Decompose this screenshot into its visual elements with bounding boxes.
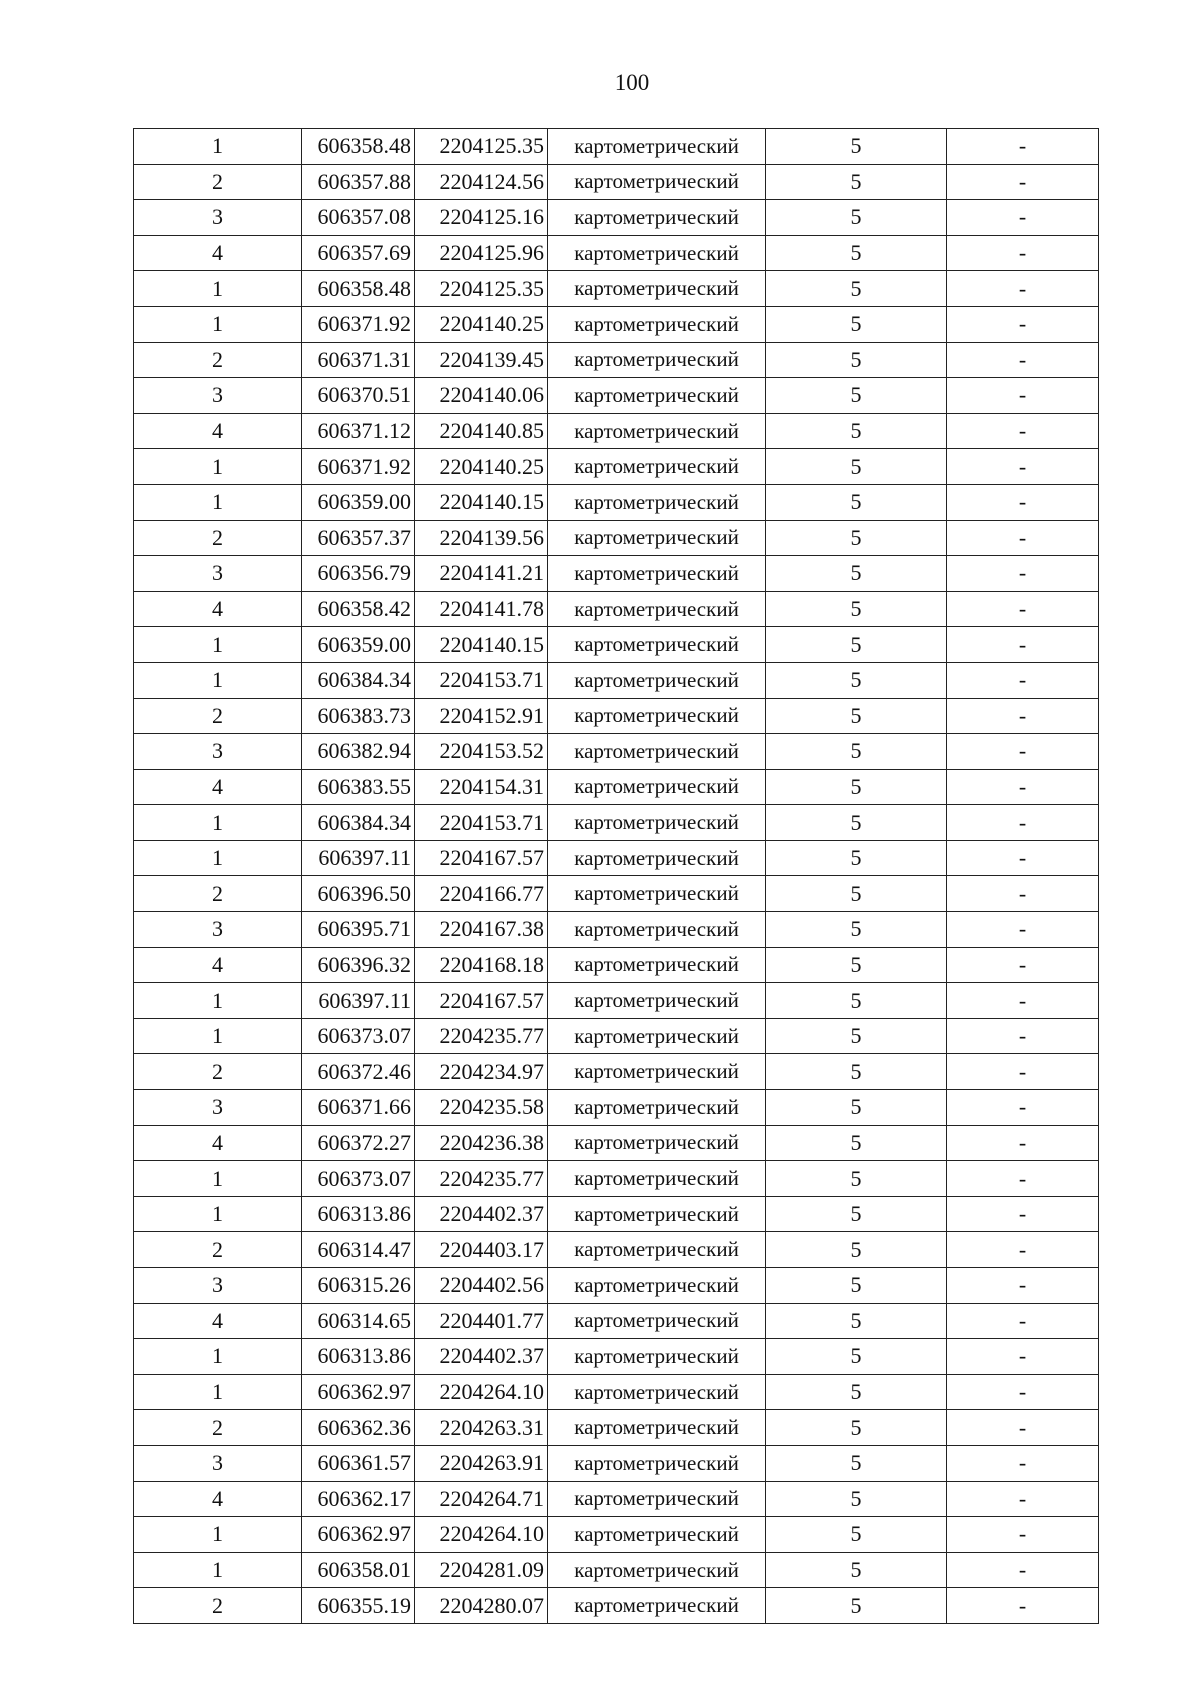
x-coordinate-cell: 606314.47: [302, 1232, 415, 1268]
description-cell: -: [947, 449, 1099, 485]
y-coordinate-cell: 2204153.52: [415, 734, 548, 770]
y-coordinate-cell: 2204263.31: [415, 1410, 548, 1446]
accuracy-cell: 5: [766, 235, 947, 271]
description-cell: -: [947, 1374, 1099, 1410]
y-coordinate-cell: 2204264.10: [415, 1517, 548, 1553]
table-row: [134, 164, 1099, 200]
y-coordinate-cell: 2204154.31: [415, 769, 548, 805]
point-number-cell: 4: [134, 1125, 302, 1161]
x-coordinate-cell: 606362.97: [302, 1517, 415, 1553]
x-coordinate-cell: 606358.48: [302, 271, 415, 307]
y-coordinate-cell: 2204140.25: [415, 306, 548, 342]
accuracy-cell: 5: [766, 1303, 947, 1339]
table-row: [134, 449, 1099, 485]
description-cell: -: [947, 662, 1099, 698]
y-coordinate-cell: 2204234.97: [415, 1054, 548, 1090]
x-coordinate-cell: 606395.71: [302, 912, 415, 948]
description-cell: -: [947, 1552, 1099, 1588]
accuracy-cell: 5: [766, 876, 947, 912]
table-row: [134, 1161, 1099, 1197]
x-coordinate-cell: 606315.26: [302, 1268, 415, 1304]
description-cell: -: [947, 520, 1099, 556]
accuracy-cell: 5: [766, 378, 947, 414]
point-number-cell: 2: [134, 520, 302, 556]
y-coordinate-cell: 2204166.77: [415, 876, 548, 912]
method-cell: картометрический: [548, 1374, 766, 1410]
point-number-cell: 1: [134, 662, 302, 698]
y-coordinate-cell: 2204167.57: [415, 983, 548, 1019]
point-number-cell: 2: [134, 1232, 302, 1268]
y-coordinate-cell: 2204281.09: [415, 1552, 548, 1588]
description-cell: -: [947, 1517, 1099, 1553]
point-number-cell: 1: [134, 627, 302, 663]
method-cell: картометрический: [548, 413, 766, 449]
accuracy-cell: 5: [766, 1232, 947, 1268]
x-coordinate-cell: 606370.51: [302, 378, 415, 414]
method-cell: картометрический: [548, 1481, 766, 1517]
table-row: [134, 1054, 1099, 1090]
method-cell: картометрический: [548, 769, 766, 805]
y-coordinate-cell: 2204140.85: [415, 413, 548, 449]
x-coordinate-cell: 606358.01: [302, 1552, 415, 1588]
description-cell: -: [947, 1090, 1099, 1126]
table-row: [134, 1232, 1099, 1268]
y-coordinate-cell: 2204140.06: [415, 378, 548, 414]
accuracy-cell: 5: [766, 1268, 947, 1304]
y-coordinate-cell: 2204139.56: [415, 520, 548, 556]
y-coordinate-cell: 2204140.15: [415, 627, 548, 663]
y-coordinate-cell: 2204139.45: [415, 342, 548, 378]
x-coordinate-cell: 606371.92: [302, 306, 415, 342]
table-row: [134, 1018, 1099, 1054]
description-cell: -: [947, 1588, 1099, 1624]
table-row: [134, 805, 1099, 841]
x-coordinate-cell: 606371.66: [302, 1090, 415, 1126]
accuracy-cell: 5: [766, 1196, 947, 1232]
accuracy-cell: 5: [766, 306, 947, 342]
table-row: [134, 413, 1099, 449]
description-cell: -: [947, 200, 1099, 236]
point-number-cell: 2: [134, 876, 302, 912]
table-row: [134, 378, 1099, 414]
description-cell: -: [947, 1161, 1099, 1197]
table-row: [134, 1303, 1099, 1339]
description-cell: -: [947, 164, 1099, 200]
point-number-cell: 3: [134, 378, 302, 414]
accuracy-cell: 5: [766, 129, 947, 165]
method-cell: картометрический: [548, 1410, 766, 1446]
x-coordinate-cell: 606314.65: [302, 1303, 415, 1339]
accuracy-cell: 5: [766, 698, 947, 734]
table-row: [134, 769, 1099, 805]
table-row: [134, 734, 1099, 770]
y-coordinate-cell: 2204167.38: [415, 912, 548, 948]
accuracy-cell: 5: [766, 627, 947, 663]
description-cell: -: [947, 769, 1099, 805]
y-coordinate-cell: 2204153.71: [415, 805, 548, 841]
point-number-cell: 1: [134, 129, 302, 165]
x-coordinate-cell: 606372.27: [302, 1125, 415, 1161]
accuracy-cell: 5: [766, 662, 947, 698]
method-cell: картометрический: [548, 876, 766, 912]
y-coordinate-cell: 2204125.96: [415, 235, 548, 271]
accuracy-cell: 5: [766, 1339, 947, 1375]
method-cell: картометрический: [548, 1339, 766, 1375]
description-cell: -: [947, 805, 1099, 841]
table-row: [134, 1374, 1099, 1410]
x-coordinate-cell: 606373.07: [302, 1018, 415, 1054]
method-cell: картометрический: [548, 1552, 766, 1588]
table-row: [134, 1410, 1099, 1446]
y-coordinate-cell: 2204263.91: [415, 1445, 548, 1481]
table-row: [134, 342, 1099, 378]
accuracy-cell: 5: [766, 1090, 947, 1126]
point-number-cell: 4: [134, 1481, 302, 1517]
method-cell: картометрический: [548, 1196, 766, 1232]
method-cell: картометрический: [548, 805, 766, 841]
method-cell: картометрический: [548, 484, 766, 520]
table-row: [134, 947, 1099, 983]
method-cell: картометрический: [548, 627, 766, 663]
description-cell: -: [947, 306, 1099, 342]
method-cell: картометрический: [548, 449, 766, 485]
method-cell: картометрический: [548, 1090, 766, 1126]
accuracy-cell: 5: [766, 912, 947, 948]
method-cell: картометрический: [548, 1161, 766, 1197]
method-cell: картометрический: [548, 164, 766, 200]
description-cell: -: [947, 1196, 1099, 1232]
accuracy-cell: 5: [766, 449, 947, 485]
method-cell: картометрический: [548, 912, 766, 948]
x-coordinate-cell: 606357.88: [302, 164, 415, 200]
point-number-cell: 3: [134, 556, 302, 592]
accuracy-cell: 5: [766, 1481, 947, 1517]
method-cell: картометрический: [548, 1232, 766, 1268]
table-row: [134, 698, 1099, 734]
point-number-cell: 1: [134, 1196, 302, 1232]
table-row: [134, 556, 1099, 592]
y-coordinate-cell: 2204280.07: [415, 1588, 548, 1624]
description-cell: -: [947, 1410, 1099, 1446]
accuracy-cell: 5: [766, 484, 947, 520]
method-cell: картометрический: [548, 840, 766, 876]
point-number-cell: 1: [134, 1374, 302, 1410]
accuracy-cell: 5: [766, 947, 947, 983]
accuracy-cell: 5: [766, 1018, 947, 1054]
method-cell: картометрический: [548, 129, 766, 165]
x-coordinate-cell: 606371.12: [302, 413, 415, 449]
description-cell: -: [947, 698, 1099, 734]
description-cell: -: [947, 947, 1099, 983]
y-coordinate-cell: 2204264.71: [415, 1481, 548, 1517]
accuracy-cell: 5: [766, 556, 947, 592]
accuracy-cell: 5: [766, 734, 947, 770]
x-coordinate-cell: 606359.00: [302, 627, 415, 663]
description-cell: -: [947, 235, 1099, 271]
table-row: [134, 983, 1099, 1019]
point-number-cell: 3: [134, 1445, 302, 1481]
table-row: [134, 484, 1099, 520]
accuracy-cell: 5: [766, 1445, 947, 1481]
point-number-cell: 1: [134, 1018, 302, 1054]
table-row: [134, 520, 1099, 556]
y-coordinate-cell: 2204235.77: [415, 1018, 548, 1054]
accuracy-cell: 5: [766, 983, 947, 1019]
x-coordinate-cell: 606383.55: [302, 769, 415, 805]
x-coordinate-cell: 606359.00: [302, 484, 415, 520]
x-coordinate-cell: 606313.86: [302, 1339, 415, 1375]
accuracy-cell: 5: [766, 840, 947, 876]
method-cell: картометрический: [548, 591, 766, 627]
point-number-cell: 2: [134, 164, 302, 200]
accuracy-cell: 5: [766, 769, 947, 805]
table-row: [134, 306, 1099, 342]
description-cell: -: [947, 983, 1099, 1019]
table-row: [134, 1481, 1099, 1517]
method-cell: картометрический: [548, 1517, 766, 1553]
point-number-cell: 2: [134, 1054, 302, 1090]
description-cell: -: [947, 271, 1099, 307]
accuracy-cell: 5: [766, 1161, 947, 1197]
y-coordinate-cell: 2204167.57: [415, 840, 548, 876]
description-cell: -: [947, 1054, 1099, 1090]
x-coordinate-cell: 606397.11: [302, 983, 415, 1019]
table-row: [134, 1588, 1099, 1624]
x-coordinate-cell: 606357.37: [302, 520, 415, 556]
method-cell: картометрический: [548, 1588, 766, 1624]
description-cell: -: [947, 1232, 1099, 1268]
table-row: [134, 627, 1099, 663]
description-cell: -: [947, 840, 1099, 876]
description-cell: -: [947, 1303, 1099, 1339]
method-cell: картометрический: [548, 1018, 766, 1054]
point-number-cell: 3: [134, 1090, 302, 1126]
y-coordinate-cell: 2204264.10: [415, 1374, 548, 1410]
x-coordinate-cell: 606373.07: [302, 1161, 415, 1197]
accuracy-cell: 5: [766, 1410, 947, 1446]
accuracy-cell: 5: [766, 1552, 947, 1588]
y-coordinate-cell: 2204125.16: [415, 200, 548, 236]
description-cell: -: [947, 378, 1099, 414]
y-coordinate-cell: 2204401.77: [415, 1303, 548, 1339]
accuracy-cell: 5: [766, 805, 947, 841]
table-row: [134, 1125, 1099, 1161]
method-cell: картометрический: [548, 1268, 766, 1304]
point-number-cell: 1: [134, 306, 302, 342]
accuracy-cell: 5: [766, 413, 947, 449]
table-row: [134, 591, 1099, 627]
y-coordinate-cell: 2204141.78: [415, 591, 548, 627]
x-coordinate-cell: 606362.97: [302, 1374, 415, 1410]
x-coordinate-cell: 606356.79: [302, 556, 415, 592]
table-row: [134, 876, 1099, 912]
method-cell: картометрический: [548, 1054, 766, 1090]
y-coordinate-cell: 2204153.71: [415, 662, 548, 698]
table-row: [134, 1339, 1099, 1375]
description-cell: -: [947, 1445, 1099, 1481]
accuracy-cell: 5: [766, 591, 947, 627]
x-coordinate-cell: 606382.94: [302, 734, 415, 770]
point-number-cell: 1: [134, 983, 302, 1019]
x-coordinate-cell: 606362.17: [302, 1481, 415, 1517]
point-number-cell: 1: [134, 449, 302, 485]
description-cell: -: [947, 1018, 1099, 1054]
description-cell: -: [947, 1481, 1099, 1517]
description-cell: -: [947, 591, 1099, 627]
method-cell: картометрический: [548, 556, 766, 592]
method-cell: картометрический: [548, 662, 766, 698]
y-coordinate-cell: 2204124.56: [415, 164, 548, 200]
x-coordinate-cell: 606362.36: [302, 1410, 415, 1446]
accuracy-cell: 5: [766, 1374, 947, 1410]
y-coordinate-cell: 2204152.91: [415, 698, 548, 734]
x-coordinate-cell: 606358.48: [302, 129, 415, 165]
table-row: [134, 200, 1099, 236]
y-coordinate-cell: 2204141.21: [415, 556, 548, 592]
point-number-cell: 1: [134, 1552, 302, 1588]
table-row: [134, 1517, 1099, 1553]
table-row: [134, 840, 1099, 876]
y-coordinate-cell: 2204402.37: [415, 1339, 548, 1375]
point-number-cell: 1: [134, 271, 302, 307]
table-row: [134, 1552, 1099, 1588]
x-coordinate-cell: 606357.69: [302, 235, 415, 271]
method-cell: картометрический: [548, 983, 766, 1019]
accuracy-cell: 5: [766, 1517, 947, 1553]
point-number-cell: 1: [134, 1517, 302, 1553]
x-coordinate-cell: 606371.31: [302, 342, 415, 378]
coordinates-table-body: [134, 129, 1099, 1624]
accuracy-cell: 5: [766, 164, 947, 200]
point-number-cell: 1: [134, 805, 302, 841]
method-cell: картометрический: [548, 342, 766, 378]
accuracy-cell: 5: [766, 1054, 947, 1090]
x-coordinate-cell: 606397.11: [302, 840, 415, 876]
point-number-cell: 3: [134, 1268, 302, 1304]
method-cell: картометрический: [548, 271, 766, 307]
method-cell: картометрический: [548, 1445, 766, 1481]
y-coordinate-cell: 2204235.77: [415, 1161, 548, 1197]
point-number-cell: 3: [134, 200, 302, 236]
x-coordinate-cell: 606384.34: [302, 662, 415, 698]
method-cell: картометрический: [548, 378, 766, 414]
accuracy-cell: 5: [766, 520, 947, 556]
method-cell: картометрический: [548, 520, 766, 556]
x-coordinate-cell: 606383.73: [302, 698, 415, 734]
x-coordinate-cell: 606371.92: [302, 449, 415, 485]
description-cell: -: [947, 1268, 1099, 1304]
y-coordinate-cell: 2204125.35: [415, 271, 548, 307]
y-coordinate-cell: 2204168.18: [415, 947, 548, 983]
x-coordinate-cell: 606384.34: [302, 805, 415, 841]
description-cell: -: [947, 413, 1099, 449]
y-coordinate-cell: 2204236.38: [415, 1125, 548, 1161]
method-cell: картометрический: [548, 235, 766, 271]
table-row: [134, 662, 1099, 698]
description-cell: -: [947, 1125, 1099, 1161]
method-cell: картометрический: [548, 734, 766, 770]
y-coordinate-cell: 2204403.17: [415, 1232, 548, 1268]
accuracy-cell: 5: [766, 271, 947, 307]
method-cell: картометрический: [548, 200, 766, 236]
point-number-cell: 2: [134, 342, 302, 378]
y-coordinate-cell: 2204402.37: [415, 1196, 548, 1232]
point-number-cell: 3: [134, 734, 302, 770]
description-cell: -: [947, 342, 1099, 378]
accuracy-cell: 5: [766, 1588, 947, 1624]
y-coordinate-cell: 2204402.56: [415, 1268, 548, 1304]
table-row: [134, 235, 1099, 271]
point-number-cell: 1: [134, 484, 302, 520]
y-coordinate-cell: 2204235.58: [415, 1090, 548, 1126]
page-number: 100: [614, 70, 650, 95]
y-coordinate-cell: 2204140.25: [415, 449, 548, 485]
x-coordinate-cell: 606372.46: [302, 1054, 415, 1090]
point-number-cell: 4: [134, 947, 302, 983]
table-row: [134, 912, 1099, 948]
point-number-cell: 1: [134, 1339, 302, 1375]
method-cell: картометрический: [548, 1125, 766, 1161]
x-coordinate-cell: 606358.42: [302, 591, 415, 627]
point-number-cell: 3: [134, 912, 302, 948]
description-cell: -: [947, 912, 1099, 948]
point-number-cell: 1: [134, 1161, 302, 1197]
x-coordinate-cell: 606355.19: [302, 1588, 415, 1624]
point-number-cell: 4: [134, 591, 302, 627]
table-row: [134, 271, 1099, 307]
point-number-cell: 2: [134, 1410, 302, 1446]
table-row: [134, 1268, 1099, 1304]
point-number-cell: 1: [134, 840, 302, 876]
y-coordinate-cell: 2204125.35: [415, 129, 548, 165]
point-number-cell: 2: [134, 698, 302, 734]
accuracy-cell: 5: [766, 342, 947, 378]
description-cell: -: [947, 1339, 1099, 1375]
accuracy-cell: 5: [766, 1125, 947, 1161]
x-coordinate-cell: 606396.50: [302, 876, 415, 912]
description-cell: -: [947, 556, 1099, 592]
point-number-cell: 4: [134, 235, 302, 271]
point-number-cell: 4: [134, 1303, 302, 1339]
table-row: [134, 1090, 1099, 1126]
point-number-cell: 2: [134, 1588, 302, 1624]
method-cell: картометрический: [548, 306, 766, 342]
point-number-cell: 4: [134, 769, 302, 805]
y-coordinate-cell: 2204140.15: [415, 484, 548, 520]
method-cell: картометрический: [548, 1303, 766, 1339]
x-coordinate-cell: 606396.32: [302, 947, 415, 983]
table-row: [134, 1445, 1099, 1481]
method-cell: картометрический: [548, 947, 766, 983]
description-cell: -: [947, 876, 1099, 912]
x-coordinate-cell: 606361.57: [302, 1445, 415, 1481]
description-cell: -: [947, 129, 1099, 165]
description-cell: -: [947, 484, 1099, 520]
table-row: [134, 129, 1099, 165]
x-coordinate-cell: 606313.86: [302, 1196, 415, 1232]
description-cell: -: [947, 734, 1099, 770]
coordinates-table: [133, 128, 1099, 1624]
point-number-cell: 4: [134, 413, 302, 449]
accuracy-cell: 5: [766, 200, 947, 236]
table-row: [134, 1196, 1099, 1232]
x-coordinate-cell: 606357.08: [302, 200, 415, 236]
description-cell: -: [947, 627, 1099, 663]
method-cell: картометрический: [548, 698, 766, 734]
